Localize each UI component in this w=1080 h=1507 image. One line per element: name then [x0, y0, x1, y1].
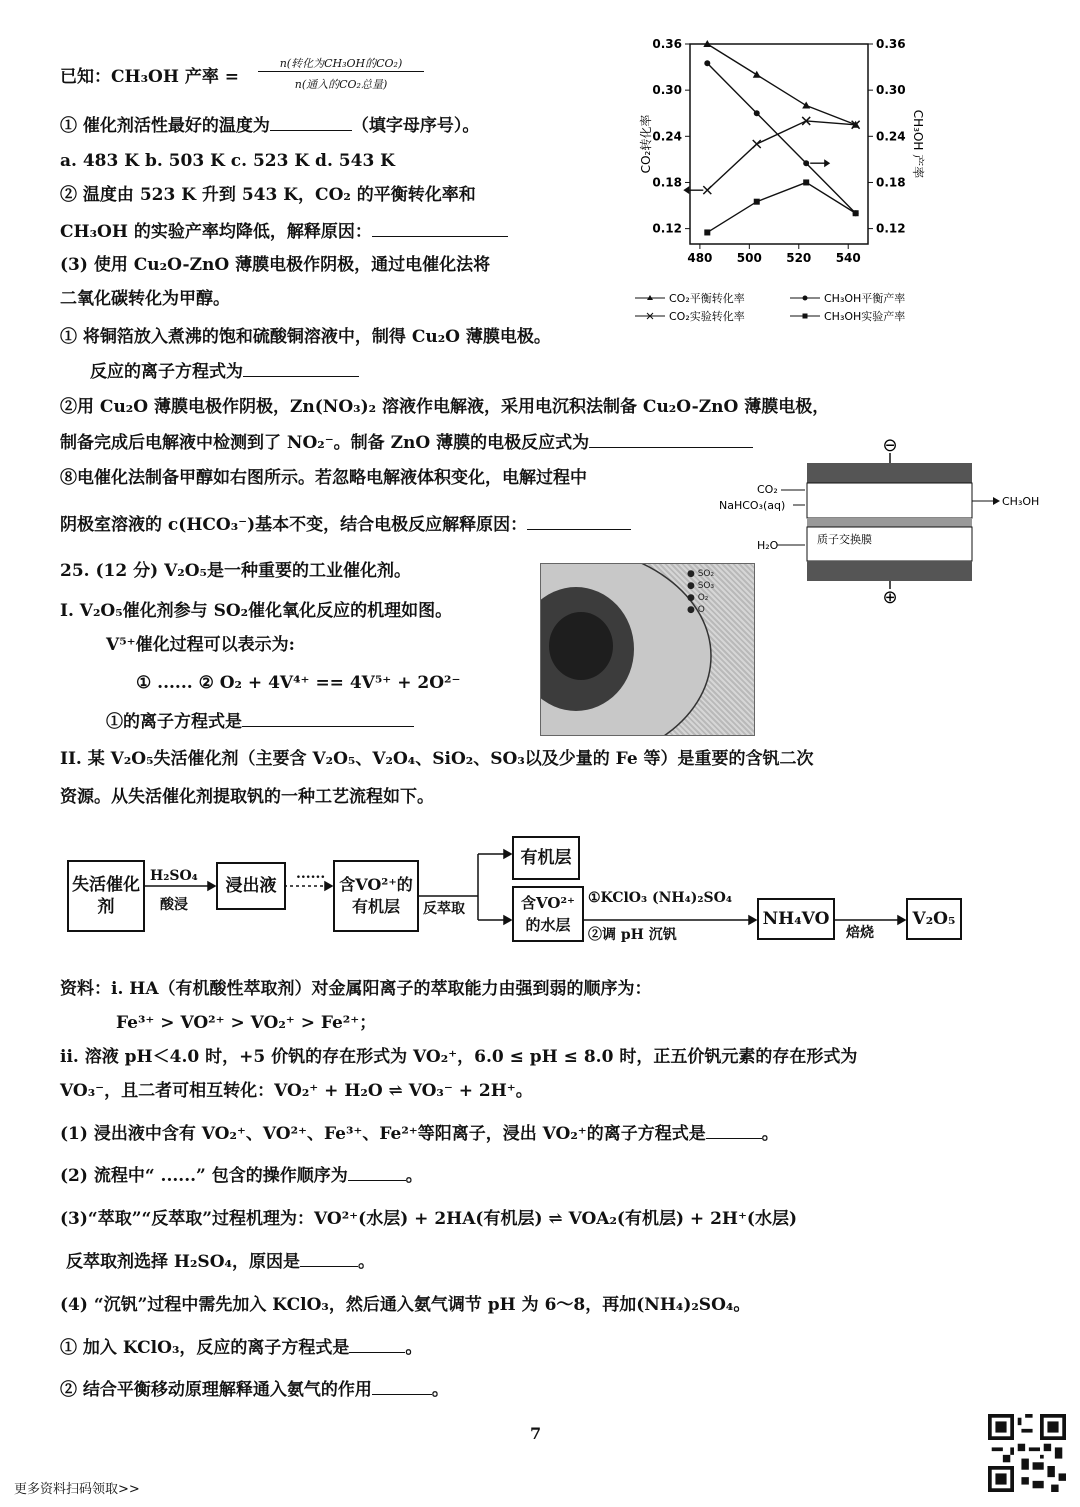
plot-frame — [690, 44, 868, 244]
q1-stem — [60, 114, 479, 137]
period: 。 — [431, 1380, 449, 1400]
answer-blank[interactable] — [527, 513, 631, 530]
p3-line1: (3) 使用 Cu₂O-ZnO 薄膜电极作阴极，通过电催化法将 — [60, 255, 491, 275]
data-point — [853, 210, 859, 216]
y-tick-label-left: 0.36 — [652, 37, 682, 51]
ref-ii-line1: ii. 溶液 pH＜4.0 时，+5 价钒的存在形式为 VO₂⁺，6.0 ≤ pH ≤ 8.0 时，正五价钒元素的存在形式为 — [60, 1047, 858, 1067]
cell-input-co2: CO₂ — [757, 483, 778, 496]
data-point — [803, 179, 809, 185]
ref-ii-line2: VO₃⁻，且二者可相互转化：VO₂⁺ + H₂O ⇌ VO₃⁻ + 2H⁺。 — [60, 1081, 533, 1101]
legend-marker — [803, 314, 808, 319]
legend-label: CO₂实验转化率 — [669, 310, 745, 323]
q2-line2 — [60, 220, 508, 243]
cathode-plate — [807, 463, 972, 483]
flow-label-ph: ②调 pH 沉钒 — [588, 927, 677, 943]
x-tick-label: 540 — [835, 251, 861, 265]
q1-hint: （填字母序号）。 — [351, 116, 480, 136]
series-line — [707, 121, 855, 190]
cell-input-nahco3: NaHCO₃(aq) — [719, 499, 786, 512]
data-point — [753, 140, 761, 148]
q25-title: 25. (12 分) V₂O₅是一种重要的工业催化剂。 — [60, 561, 411, 581]
s3-line2-text: 反萃取剂选择 H₂SO₄，原因是 — [66, 1252, 300, 1272]
y-tick-label-right: 0.36 — [876, 37, 906, 51]
y-tick-label-left: 0.18 — [652, 175, 682, 190]
data-point — [754, 199, 760, 205]
cathode-chamber — [807, 483, 972, 518]
flow-box-organic-vo: 含VO²⁺的有机层 — [333, 860, 419, 932]
flow-box-aqueous-vo: 含VO²⁺的水层 — [512, 886, 584, 942]
flow-box-v2o5: V₂O₅ — [906, 898, 962, 940]
data-point — [704, 60, 710, 66]
legend-item: ● O₂ — [687, 593, 709, 603]
data-point — [803, 160, 809, 166]
q2-line1: ② 温度由 523 K 升到 543 K，CO₂ 的平衡转化率和 — [60, 185, 476, 205]
y-tick-label-right: 0.12 — [876, 221, 906, 236]
q1-stem-text: ① 催化剂活性最好的温度为 — [60, 116, 270, 136]
s3-line1: (3)“萃取”“反萃取”过程机理为：VO²⁺(水层) + 2HA(有机层) ⇌ VOA₂(有机层) + 2H⁺(水层) — [60, 1209, 798, 1229]
anode-terminal: ⊕ — [882, 587, 898, 608]
legend-item: ● O — [687, 605, 705, 615]
x-tick-label: 520 — [786, 251, 812, 265]
x-tick-label: 500 — [736, 251, 762, 265]
period: 。 — [357, 1252, 375, 1272]
formula-prefix: 已知：CH₃OH 产率 = — [60, 67, 239, 87]
s1 — [60, 1122, 779, 1145]
flow-label-roast: 焙烧 — [846, 925, 874, 941]
y-tick-label-right: 0.24 — [876, 129, 906, 144]
legend-item: ● SO₃ — [687, 581, 715, 591]
page-number: 7 — [530, 1424, 542, 1443]
ref-i-line1: 资料：i. HA（有机酸性萃取剂）对金属阳离子的萃取能力由强到弱的顺序为： — [60, 979, 652, 999]
p3-q1-line1: ① 将铜箔放入煮沸的饱和硫酸铜溶液中，制得 Cu₂O 薄膜电极。 — [60, 327, 551, 347]
data-point — [704, 229, 710, 235]
data-point — [703, 186, 711, 194]
q1-options: a. 483 K b. 503 K c. 523 K d. 543 K — [60, 151, 395, 171]
y-tick-label-right: 0.30 — [876, 83, 906, 98]
answer-blank[interactable] — [349, 1336, 405, 1353]
answer-blank[interactable] — [300, 1250, 358, 1267]
flow-label-back-extraction: 反萃取 — [423, 901, 465, 917]
p3-q2-line2-text: 制备完成后电解液中检测到了 NO₂⁻。制备 ZnO 薄膜的电极反应式为 — [60, 433, 590, 453]
q2-line2-text: CH₃OH 的实验产率均降低，解释原因： — [60, 222, 372, 242]
catalyst-mechanism-figure — [540, 563, 755, 736]
series-line — [707, 44, 855, 125]
flow-label-kclo3: ①KClO₃ (NH₄)₂SO₄ — [588, 890, 732, 906]
flow-box-spent-catalyst: 失活催化剂 — [67, 860, 145, 932]
footer-text[interactable]: 更多资料扫码领取>> — [14, 1482, 140, 1497]
flow-box-nh4vo: NH₄VO — [757, 898, 835, 940]
flow-arrows — [0, 820, 1080, 950]
answer-blank[interactable] — [372, 1378, 432, 1395]
legend-label: CH₃OH实验产率 — [824, 310, 906, 323]
answer-blank[interactable] — [270, 114, 352, 131]
period: 。 — [405, 1338, 423, 1358]
answer-blank[interactable] — [243, 360, 359, 377]
s1-text: (1) 浸出液中含有 VO₂⁺、VO²⁺、Fe³⁺、Fe²⁺等阳离子，浸出 VO₂⁺的离子方程式是 — [60, 1124, 706, 1144]
s4: (4) “沉钒”过程中需先加入 KClO₃，然后通入氨气调节 pH 为 6～8，再加(NH₄)₂SO₄。 — [60, 1295, 751, 1315]
s4-q2-text: ② 结合平衡移动原理解释通入氨气的作用 — [60, 1380, 372, 1400]
flow-box-leachate: 浸出液 — [216, 862, 286, 910]
formula-numerator: n(转化为CH₃OH的CO₂) — [258, 55, 424, 72]
flow-label-ellipsis: ...... — [296, 866, 326, 882]
y-axis-label-left: CO₂转化率 — [639, 114, 653, 174]
s4-q2 — [60, 1378, 449, 1401]
q25-I-q — [106, 710, 414, 733]
s4-q1 — [60, 1336, 422, 1359]
p3-q3-line2-text: 阴极室溶液的 c(HCO₃⁻)基本不变，结合电极反应解释原因： — [60, 515, 528, 535]
q25-II-line1: II. 某 V₂O₅失活催化剂（主要含 V₂O₅、V₂O₄、SiO₂、SO₃以及少量的 Fe 等）是重要的含钒二次 — [60, 749, 814, 769]
flow-label-h2so4: H₂SO₄ — [150, 868, 198, 884]
s3-line2 — [66, 1250, 375, 1273]
answer-blank[interactable] — [372, 220, 508, 237]
membrane-label: 质子交换膜 — [817, 533, 872, 546]
data-point — [802, 102, 810, 109]
micrograph-shapes — [541, 564, 754, 735]
legend-label: CH₃OH平衡产率 — [824, 292, 906, 305]
data-point — [754, 110, 760, 116]
p3-q2-line2 — [60, 431, 753, 454]
anode-plate — [807, 561, 972, 581]
p3-line2: 二氧化碳转化为甲醇。 — [60, 289, 230, 309]
answer-blank[interactable] — [706, 1122, 762, 1139]
electrolysis-cell-diagram — [715, 433, 1045, 608]
p3-q3-line1: ⑧电催化法制备甲醇如右图所示。若忽略电解液体积变化，电解过程中 — [60, 468, 587, 488]
answer-blank[interactable] — [348, 1164, 406, 1181]
proton-membrane — [807, 518, 972, 527]
right-axis-arrow-head — [824, 159, 830, 167]
conversion-yield-chart — [630, 30, 950, 330]
q25-I-steps: ① ...... ② O₂ + 4V⁴⁺ == 4V⁵⁺ + 2O²⁻ — [136, 673, 461, 693]
left-axis-arrow-head — [683, 186, 689, 194]
s2 — [60, 1164, 423, 1187]
cell-input-h2o: H₂O — [757, 539, 779, 552]
legend-label: CO₂平衡转化率 — [669, 292, 745, 305]
answer-blank[interactable] — [242, 710, 414, 727]
micro-legend — [687, 568, 714, 616]
y-tick-label-left: 0.12 — [652, 221, 682, 236]
q25-I: I. V₂O₅催化剂参与 SO₂催化氧化反应的机理如图。 — [60, 601, 453, 621]
s2-text: (2) 流程中“ ......” 包含的操作顺序为 — [60, 1166, 348, 1186]
formula-denominator: n(通入的CO₂总量) — [294, 78, 388, 91]
flow-label-acid-leach: 酸浸 — [160, 897, 188, 913]
legend-item: ● SO₂ — [687, 569, 715, 579]
p3-q3-line2 — [60, 513, 631, 536]
q25-II-line2: 资源。从失活催化剂提取钒的一种工艺流程如下。 — [60, 787, 434, 807]
p3-q2-line1: ②用 Cu₂O 薄膜电极作阴极，Zn(NO₃)₂ 溶液作电解液，采用电沉积法制备 Cu₂O-ZnO 薄膜电极， — [60, 397, 830, 417]
cathode-terminal: ⊖ — [882, 435, 898, 456]
period: 。 — [405, 1166, 423, 1186]
p3-q1-line2 — [90, 360, 359, 383]
legend-marker — [803, 296, 808, 301]
p3-q1-line2-text: 反应的离子方程式为 — [90, 362, 243, 382]
qr-code-icon[interactable] — [988, 1414, 1066, 1492]
y-tick-label-right: 0.18 — [876, 175, 906, 190]
y-axis-label-right: CH₃OH 产率 — [911, 109, 925, 179]
flow-box-organic-layer: 有机层 — [512, 836, 580, 880]
series-line — [707, 63, 855, 213]
data-point — [753, 71, 761, 78]
s4-q1-text: ① 加入 KClO₃，反应的离子方程式是 — [60, 1338, 350, 1358]
q25-I-v5: V⁵⁺催化过程可以表示为: — [106, 635, 295, 655]
y-tick-label-left: 0.30 — [652, 83, 682, 98]
q25-I-q-text: ①的离子方程式是 — [106, 712, 242, 732]
x-tick-label: 480 — [687, 251, 713, 265]
ref-i-line2: Fe³⁺ > VO²⁺ > VO₂⁺ > Fe²⁺； — [116, 1013, 377, 1033]
cell-output-ch3oh: CH₃OH — [1002, 495, 1040, 508]
y-tick-label-left: 0.24 — [652, 129, 682, 144]
period: 。 — [761, 1124, 779, 1144]
